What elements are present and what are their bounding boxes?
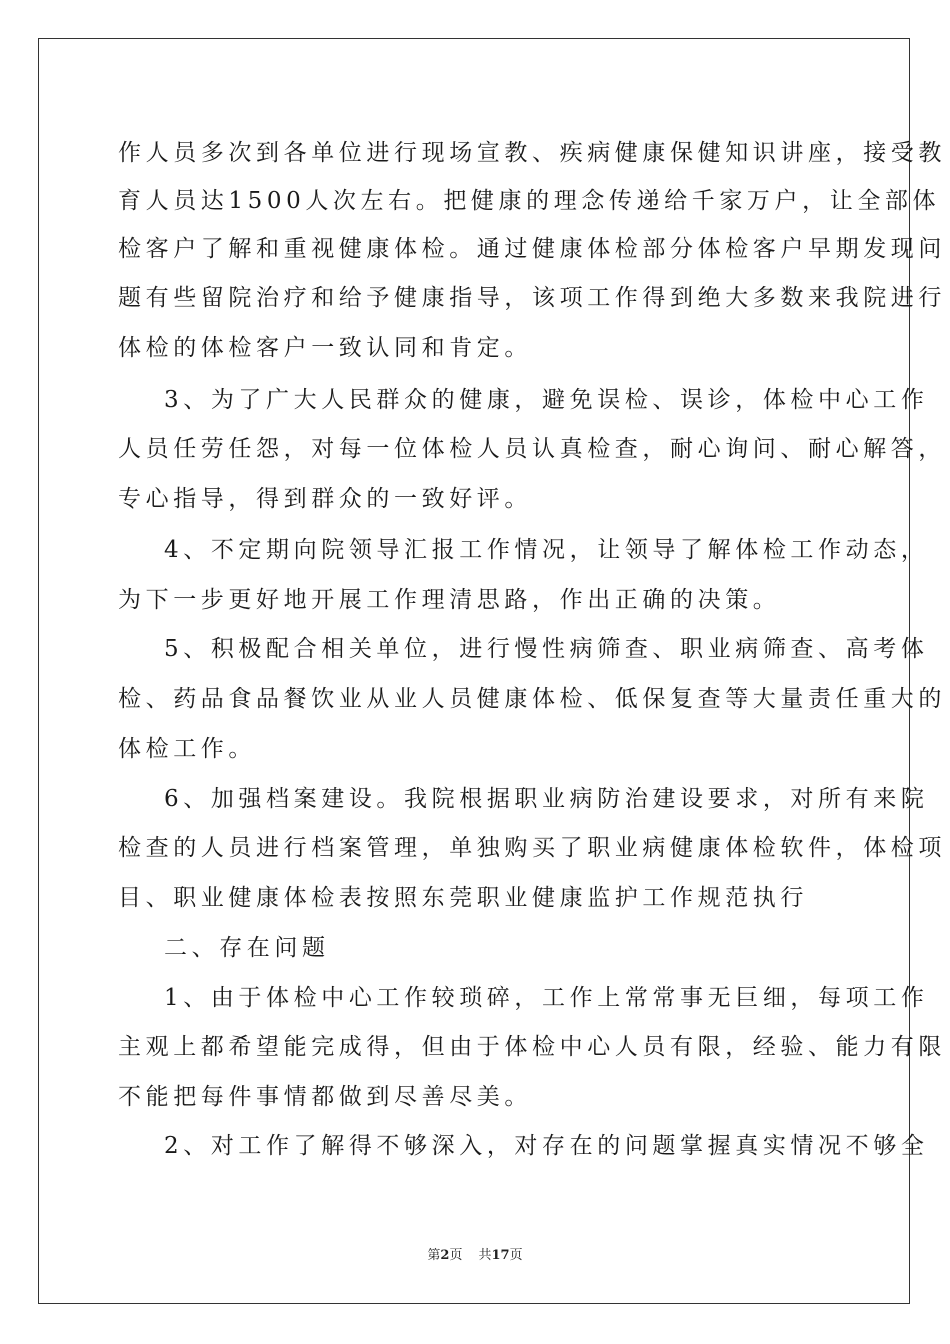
text-line: 体检的体检客户一致认同和肯定。 <box>118 335 532 361</box>
text-line: 体检工作。 <box>118 736 256 762</box>
text-line: 专心指导，得到群众的一致好评。 <box>118 486 532 512</box>
text-line: 检查的人员进行档案管理，单独购买了职业病健康体检软件，体检项 <box>118 835 946 861</box>
total-label-suffix: 页 <box>509 1248 523 1263</box>
paragraph-first-line: 6、加强档案建设。我院根据职业病防治建设要求，对所有来院 <box>164 786 929 812</box>
text-line: 人员任劳任怨，对每一位体检人员认真检查，耐心询问、耐心解答， <box>118 436 946 462</box>
page-number: 2 <box>440 1248 450 1263</box>
paragraph-first-line: 5、积极配合相关单位，进行慢性病筛查、职业病筛查、高考体 <box>164 636 929 662</box>
page-label-prefix: 第 <box>427 1248 441 1263</box>
text-line: 目、职业健康体检表按照东莞职业健康监护工作规范执行 <box>118 885 808 911</box>
text-line: 为下一步更好地开展工作理清思路，作出正确的决策。 <box>118 587 781 613</box>
total-label-prefix: 共 <box>478 1248 492 1263</box>
paragraph-first-line: 3、为了广大人民群众的健康，避免误检、误诊，体检中心工作 <box>164 387 929 413</box>
section-heading: 二、存在问题 <box>164 935 330 961</box>
text-line: 作人员多次到各单位进行现场宣教、疾病健康保健知识讲座，接受教 <box>118 140 946 166</box>
paragraph-first-line: 2、对工作了解得不够深入，对存在的问题掌握真实情况不够全 <box>164 1133 929 1159</box>
text-line: 育人员达1500人次左右。把健康的理念传递给千家万户，让全部体 <box>118 188 941 214</box>
total-pages: 17 <box>491 1248 510 1263</box>
page-border <box>38 38 946 1304</box>
text-line: 检客户了解和重视健康体检。通过健康体检部分体检客户早期发现问 <box>118 236 946 262</box>
text-line: 主观上都希望能完成得，但由于体检中心人员有限，经验、能力有限 <box>118 1034 946 1060</box>
page-footer <box>0 1247 950 1265</box>
paragraph-first-line: 4、不定期向院领导汇报工作情况，让领导了解体检工作动态， <box>164 537 929 563</box>
text-line: 不能把每件事情都做到尽善尽美。 <box>118 1084 532 1110</box>
paragraph-first-line: 1、由于体检中心工作较琐碎，工作上常常事无巨细，每项工作 <box>164 985 929 1011</box>
page-label-suffix: 页 <box>449 1248 463 1263</box>
text-line: 检、药品食品餐饮业从业人员健康体检、低保复查等大量责任重大的 <box>118 686 946 712</box>
text-line: 题有些留院治疗和给予健康指导，该项工作得到绝大多数来我院进行 <box>118 285 946 311</box>
